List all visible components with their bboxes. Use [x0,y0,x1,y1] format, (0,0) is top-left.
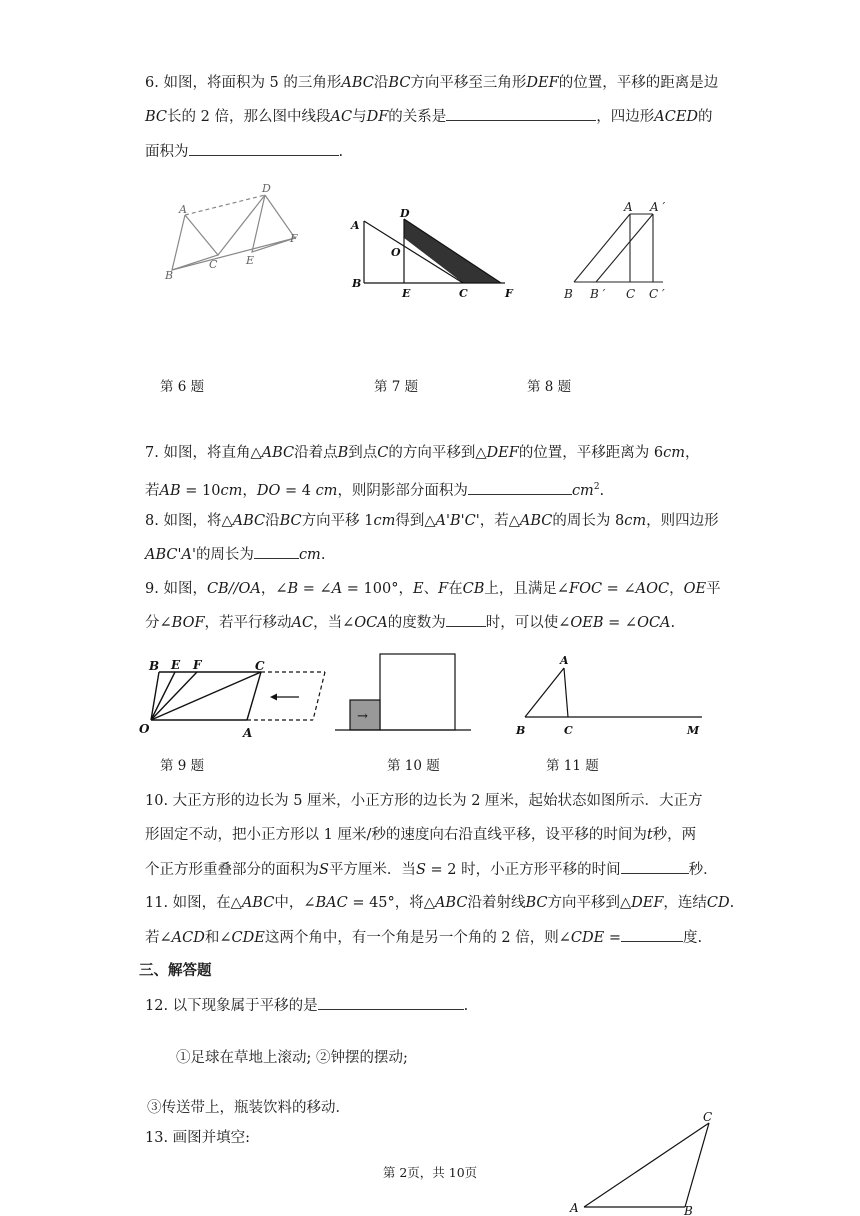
q10-line2: 形固定不动，把小正方形以 1 厘米/秒的速度向右沿直线平移，设平移的时间为t秒，两 [145,827,697,843]
label-B: B [165,269,174,282]
label-B: B [564,287,573,301]
label-C: C [626,287,636,301]
figure-10 [333,650,473,735]
figure-9 [137,655,332,743]
q7-line1: 7. 如图，将直角△ABC沿着点B到点C的方向平移到△DEF的位置，平移距离为 6cm， [145,445,700,461]
q8-line2: ABC'A'的周长为 cm. [145,544,325,565]
label-C: C [209,258,218,271]
q6-line2: BC长的 2 倍，那么图中线段AC与DF的关系是 ，四边形ACED的 [145,106,713,127]
caption-fig9: 第 9 题 [160,758,205,774]
label-A: A [570,1201,579,1215]
label-F: F [505,287,513,300]
label-E: E [246,254,255,267]
label-D: D [400,207,410,220]
q12-options-1: ①足球在草地上滚动; ②钟摆的摆动; [176,1050,408,1066]
label-M: M [687,724,700,737]
caption-fig6: 第 6 题 [160,379,205,395]
caption-fig7: 第 7 题 [374,379,419,395]
label-A: A [243,726,253,740]
label-D: D [262,182,271,195]
q6-line3: 面积为 . [145,141,343,162]
caption-fig8: 第 8 题 [527,379,572,395]
section-header: 三、解答题 [139,962,212,979]
figure-11 [512,650,712,740]
label-B: B [516,724,526,737]
figure-7 [345,205,525,300]
label-F: F [193,658,202,672]
q13-line1: 13. 画图并填空: [145,1130,251,1146]
label-C: C [459,287,468,300]
answer-blank[interactable] [446,106,596,121]
label-B-prime: B ′ [590,287,606,301]
page-footer: 第 2页，共 10页 [382,1165,478,1180]
q6-line1: 6. 如图，将面积为 5 的三角形ABC沿BC方向平移至三角形DEF的位置，平移的距离是边 [145,75,719,91]
answer-blank[interactable] [621,927,683,942]
answer-blank[interactable] [189,141,339,156]
label-A: A [560,654,569,667]
q8-line1: 8. 如图，将△ABC沿BC方向平移 1cm得到△A'B'C'，若△ABC的周长为 8cm，则四边形 [145,513,719,529]
figure-8 [560,198,690,308]
q7-line2: 若AB = 10cm，DO = 4 cm，则阴影部分面积为 $cm^2$. [145,477,604,501]
answer-blank[interactable] [468,480,572,495]
label-B: B [149,659,160,673]
arrow-right-icon: → [357,709,368,724]
q9-line1: 9. 如图，CB//OA，∠B = ∠A = 100°，E、F在CB上，且满足∠FOC = ∠AOC，OE平 [145,581,721,597]
caption-fig11: 第 11 题 [546,758,599,774]
label-O: O [139,722,150,736]
q11-line1: 11. 如图，在△ABC中，∠BAC = 45°，将△ABC沿着射线BC方向平移到△DEF，连结CD. [145,895,735,911]
q10-line3: 个正方形重叠部分的面积为S平方厘米．当S = 2 时，小正方形平移的时间 秒． [145,859,718,880]
caption-fig10: 第 10 题 [387,758,440,774]
q9-line2: 分∠BOF，若平行移动AC，当∠OCA的度数为 时，可以使∠OEB = ∠OCA. [145,612,675,633]
label-A-prime: A ′ [650,200,666,214]
q12-options-2: ③传送带上，瓶装饮料的移动． [147,1100,350,1116]
label-O: O [391,246,401,259]
answer-blank[interactable] [254,544,299,559]
answer-blank[interactable] [621,859,689,874]
label-B: B [684,1204,693,1216]
figure-13 [565,1108,725,1216]
label-C: C [564,724,573,737]
q10-line1: 10. 大正方形的边长为 5 厘米，小正方形的边长为 2 厘米，起始状态如图所示．大正方 [145,793,703,809]
label-F: F [290,232,298,245]
q12-line1: 12. 以下现象属于平移的是 . [145,995,468,1016]
label-E: E [402,287,411,300]
label-C: C [255,659,265,673]
label-C-prime: C ′ [649,287,665,301]
label-C: C [703,1110,713,1124]
answer-blank[interactable] [446,612,486,627]
label-A: A [351,219,360,232]
label-A: A [624,200,633,214]
figure-6 [160,180,310,285]
label-B: B [352,277,362,290]
q11-line2: 若∠ACD和∠CDE这两个角中，有一个角是另一个角的 2 倍，则∠CDE = 度. [145,927,702,948]
label-E: E [171,658,181,672]
label-A: A [179,203,187,216]
answer-blank[interactable] [318,995,464,1010]
